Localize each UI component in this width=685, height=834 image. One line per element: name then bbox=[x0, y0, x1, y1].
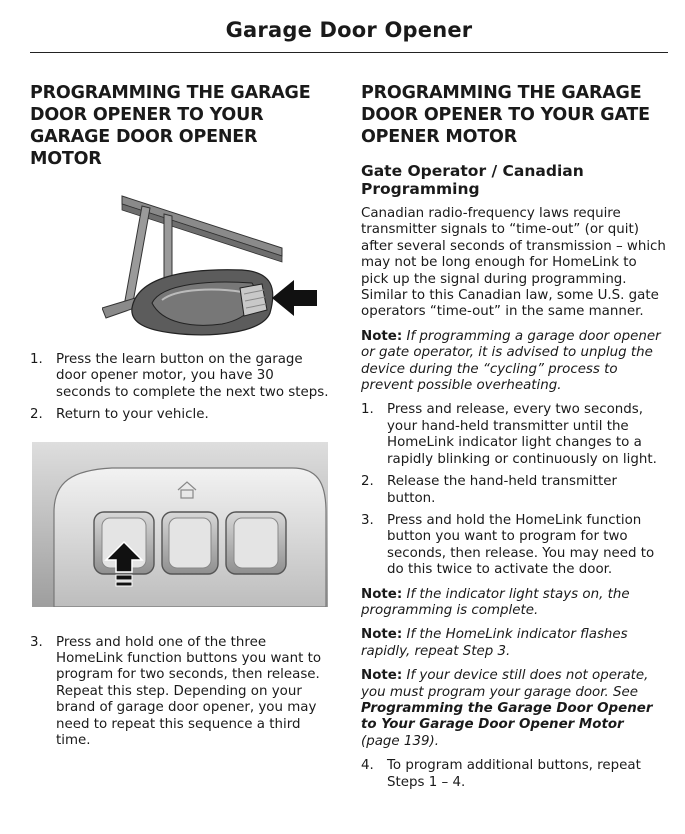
left-steps-list-continued bbox=[30, 635, 330, 750]
page-header bbox=[30, 0, 668, 53]
left-column bbox=[30, 82, 330, 757]
page-title: Garage Door Opener bbox=[225, 18, 473, 42]
note-not-operate: Note: If your device still does not operate, you must program your garage door. See Programming the Garage Door Opener to Your Garage Door Opener Motor (page 139). bbox=[361, 668, 653, 749]
homelink-buttons-illustration bbox=[32, 442, 328, 607]
left-section-heading: PROGRAMMING THE GARAGE DOOR OPENER TO YOUR GARAGE DOOR OPENER MOTOR bbox=[30, 83, 311, 169]
list-item: 1. Press the learn button on the garage door opener motor, you have 30 seconds to complete the next two steps. bbox=[30, 352, 329, 400]
list-item: 2. Return to your vehicle. bbox=[30, 407, 209, 423]
cross-reference-link[interactable]: Programming the Garage Door Opener to Your Garage Door Opener Motor bbox=[361, 700, 653, 733]
note-light-on: Note: If the indicator light stays on, the programming is complete. bbox=[361, 586, 630, 618]
right-subheading: Gate Operator / Canadian Programming bbox=[361, 162, 584, 198]
note-overheating: Note: If programming a garage door opener or gate operator, it is advised to unplug the device during the “cycling” process to prevent possible overheating. bbox=[361, 328, 661, 394]
garage-opener-motor-illustration bbox=[102, 188, 332, 338]
list-item: 3. Press and hold the HomeLink function button you want to program for two seconds, then release. You may need to do this twice to activate the door. bbox=[361, 512, 655, 578]
right-steps-list bbox=[361, 402, 666, 578]
intro-paragraph: Canadian radio-frequency laws require transmitter signals to “time-out” (or quit) after several seconds of transmission – which may not be long enough for HomeLink to pick up the signal during programming. Similar to this Canadian law, some U.S. gate operators “time-out” in the same manner. bbox=[361, 206, 666, 320]
pointer-arrow-icon bbox=[272, 280, 317, 316]
right-steps-list-continued bbox=[361, 758, 666, 791]
right-column bbox=[361, 82, 666, 799]
note-flashes: Note: If the HomeLink indicator flashes rapidly, repeat Step 3. bbox=[361, 627, 628, 659]
right-section-heading: PROGRAMMING THE GARAGE DOOR OPENER TO YOUR GATE OPENER MOTOR bbox=[361, 83, 650, 147]
list-item: 2. Release the hand-held transmitter button. bbox=[361, 474, 617, 506]
left-steps-list bbox=[30, 352, 330, 424]
list-item: 1. Press and release, every two seconds, your hand-held transmitter until the HomeLink indicator light changes to a rapidly blinking or continuously on light. bbox=[361, 402, 657, 467]
list-item: 4. To program additional buttons, repeat Steps 1 – 4. bbox=[361, 758, 641, 790]
list-item: 3. Press and hold one of the three HomeLink function buttons you want to program for two seconds, then release. Repeat this step. Depending on your brand of garage door opener, you may need to repeat this sequence a third time. bbox=[30, 634, 322, 749]
